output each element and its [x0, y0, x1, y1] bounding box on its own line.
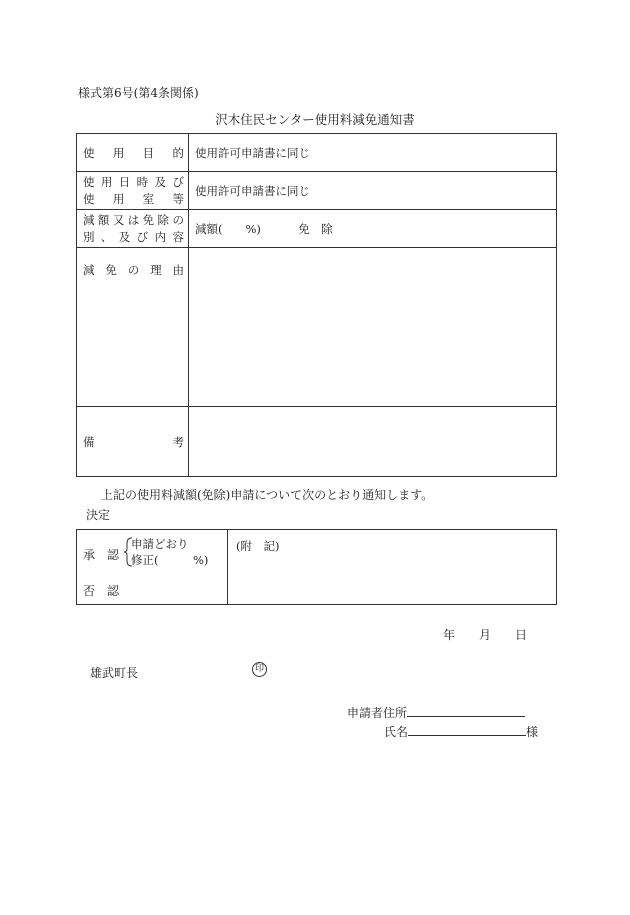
- document-title: 沢木住民センター使用料減免通知書: [215, 112, 415, 127]
- type-label-char: 容: [172, 229, 184, 244]
- type-label-char: は: [127, 212, 140, 227]
- datetime-label-char: 用: [112, 191, 125, 206]
- address-label: 申請者住所: [347, 706, 408, 720]
- applicant-name: [384, 722, 538, 740]
- reason-label-char: 由: [172, 263, 184, 277]
- type-label-char: 及: [118, 229, 131, 244]
- mayor-title: 雄武町長: [90, 666, 139, 680]
- type-label-char: 別: [83, 229, 95, 244]
- remarks-row: [77, 407, 557, 477]
- type-label-char: 内: [154, 229, 167, 244]
- annex-cell: [228, 530, 557, 605]
- reason-label-char: 減: [83, 263, 95, 277]
- type-label-char: の: [172, 212, 184, 227]
- type-label-char: 免: [142, 212, 155, 227]
- datetime-label-char: 室: [142, 191, 155, 206]
- option-as-requested[interactable]: 申請どおり: [131, 537, 189, 551]
- purpose-label-char: 使: [83, 145, 95, 160]
- type-row: [77, 210, 557, 248]
- type-value: [189, 210, 557, 248]
- reason-label-char: 理: [150, 263, 162, 277]
- option-modified[interactable]: 修正( %): [131, 553, 209, 567]
- remarks-label-char: 備: [83, 434, 95, 449]
- form-number: 様式第6号(第4条関係): [78, 86, 199, 100]
- remarks-label: [77, 407, 189, 477]
- purpose-label: [77, 134, 189, 172]
- decision-options: [77, 530, 228, 605]
- datetime-row: [77, 172, 557, 210]
- type-label-char: 、: [100, 229, 113, 244]
- purpose-row: [77, 134, 557, 172]
- type-label-char: 除: [157, 212, 170, 227]
- reason-row: [77, 248, 557, 407]
- notice-text: 上記の使用料減額(免除)申請について次のとおり通知します。: [101, 488, 434, 502]
- datetime-label-char: 用: [100, 174, 113, 189]
- exempt-option: 免 除: [298, 221, 333, 236]
- reason-label-char: の: [127, 263, 140, 277]
- usage-table: [76, 133, 557, 477]
- datetime-value: 使用許可申請書に同じ: [189, 172, 557, 210]
- purpose-value: 使用許可申請書に同じ: [189, 134, 557, 172]
- datetime-label-char: 等: [172, 191, 184, 206]
- honorific: 様: [526, 725, 539, 739]
- datetime-label: [77, 172, 189, 210]
- type-label-char: 減: [83, 212, 95, 227]
- address-field[interactable]: [407, 703, 525, 717]
- name-label: 氏名: [384, 725, 409, 739]
- annex-label: (附 記): [236, 539, 280, 553]
- datetime-label-char: 使: [83, 191, 95, 206]
- datetime-label-char: 及: [154, 174, 167, 189]
- purpose-label-char: 用: [112, 145, 125, 160]
- datetime-label-char: 日: [118, 174, 131, 189]
- date-line: 年 月 日: [443, 628, 528, 642]
- remarks-value[interactable]: [189, 407, 557, 477]
- decision-table: [76, 529, 557, 605]
- remarks-label-char: 考: [172, 434, 184, 449]
- datetime-label-char: 時: [136, 174, 149, 189]
- name-field[interactable]: [408, 722, 526, 736]
- decision-label: 決定: [86, 508, 111, 522]
- datetime-label-line1: [83, 174, 184, 191]
- reduce-option: 減額( %): [195, 221, 261, 236]
- reason-label: [77, 248, 189, 407]
- type-label: [77, 210, 189, 248]
- seal-icon: 印: [252, 662, 267, 677]
- type-label-char: び: [136, 229, 149, 244]
- deny-label[interactable]: 否 認: [83, 584, 120, 598]
- reason-label-char: 免: [105, 263, 117, 277]
- type-label-char: 又: [112, 212, 125, 227]
- datetime-label-char: び: [172, 174, 184, 189]
- reason-value[interactable]: [189, 248, 557, 407]
- approve-label: 承 認: [83, 548, 120, 562]
- purpose-label-char: 目: [142, 145, 155, 160]
- purpose-label-char: 的: [172, 145, 184, 160]
- type-label-char: 額: [97, 212, 110, 227]
- datetime-label-char: 使: [83, 174, 95, 189]
- applicant-address: [347, 703, 525, 721]
